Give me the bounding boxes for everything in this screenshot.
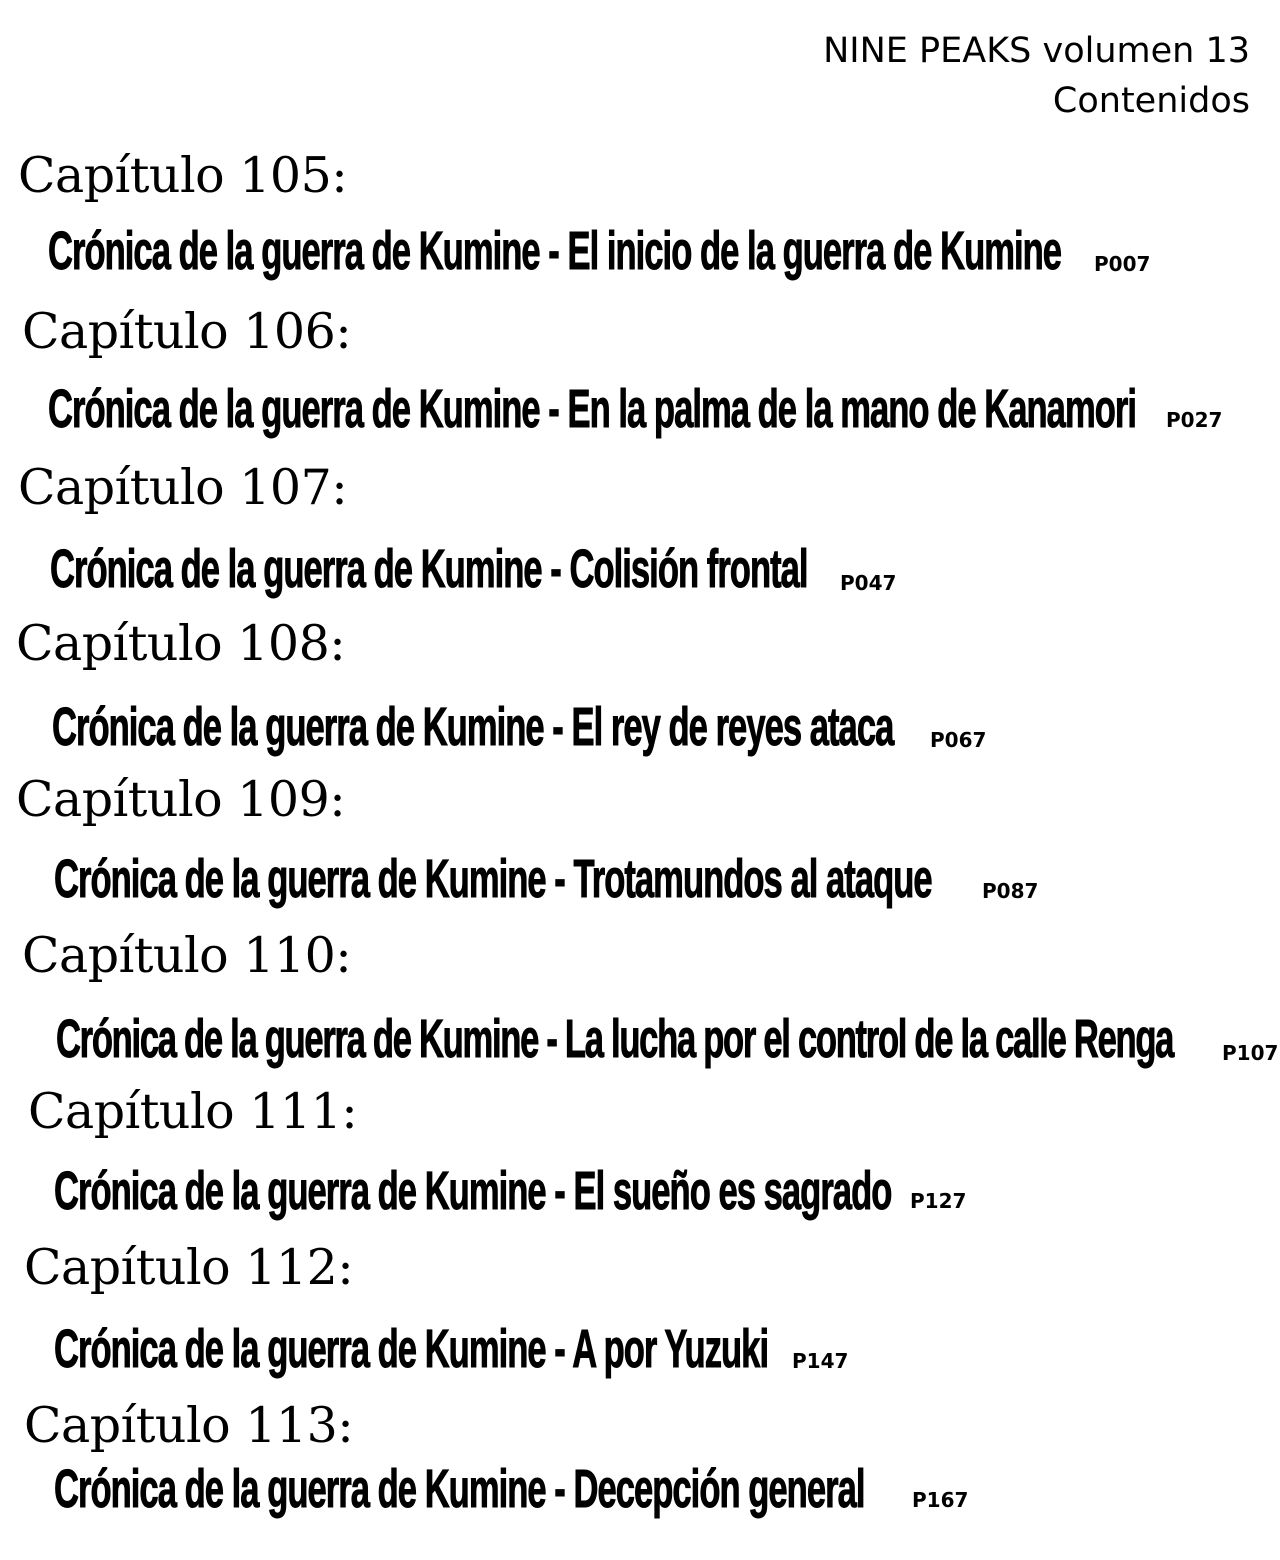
page-number: P007 bbox=[1094, 252, 1151, 276]
chapter-title: Crónica de la guerra de Kumine - La lucha por el control de la calle Renga bbox=[56, 1009, 1174, 1069]
page-number: P027 bbox=[1166, 408, 1223, 432]
page-number: P047 bbox=[840, 571, 897, 595]
contents-header bbox=[823, 26, 1250, 126]
chapter-title-row bbox=[52, 696, 1280, 758]
chapter-label: Capítulo 113: bbox=[24, 1397, 354, 1454]
page-number: P087 bbox=[982, 879, 1039, 903]
chapter-title: Crónica de la guerra de Kumine - El rey de reyes ataca bbox=[52, 697, 894, 757]
chapter-title: Crónica de la guerra de Kumine - En la palma de la mano de Kanamori bbox=[48, 379, 1136, 439]
page-number: P127 bbox=[910, 1189, 967, 1213]
chapter-title-row bbox=[54, 1160, 1280, 1222]
page-number: P067 bbox=[930, 728, 987, 752]
chapter-title: Crónica de la guerra de Kumine - El sueño es sagrado bbox=[54, 1161, 892, 1221]
chapter-label: Capítulo 107: bbox=[18, 459, 348, 516]
chapter-title: Crónica de la guerra de Kumine - Trotamundos al ataque bbox=[54, 849, 932, 909]
chapter-title-row bbox=[50, 538, 1234, 600]
chapter-label: Capítulo 108: bbox=[16, 615, 346, 672]
chapter-label: Capítulo 111: bbox=[28, 1083, 358, 1140]
volume-title: NINE PEAKS volumen 13 bbox=[823, 31, 1250, 71]
chapter-label: Capítulo 105: bbox=[18, 147, 348, 204]
chapter-label: Capítulo 109: bbox=[16, 771, 346, 828]
contents-heading: Contenidos bbox=[1052, 81, 1250, 121]
chapter-title-row bbox=[48, 378, 1280, 440]
chapter-title-row bbox=[56, 1008, 1280, 1070]
chapter-label: Capítulo 110: bbox=[22, 927, 352, 984]
chapter-title-row bbox=[54, 848, 1280, 910]
chapter-title: Crónica de la guerra de Kumine - Colisión frontal bbox=[50, 539, 808, 599]
chapter-title: Crónica de la guerra de Kumine - Decepción general bbox=[54, 1459, 865, 1519]
chapter-label: Capítulo 112: bbox=[24, 1239, 354, 1296]
page-number: P167 bbox=[912, 1488, 969, 1512]
chapter-title: Crónica de la guerra de Kumine - El inicio de la guerra de Kumine bbox=[48, 221, 1062, 281]
chapter-title-row bbox=[54, 1318, 1170, 1380]
page-number: P147 bbox=[792, 1349, 849, 1373]
chapter-title-row bbox=[54, 1458, 1280, 1520]
chapter-label: Capítulo 106: bbox=[22, 303, 352, 360]
page-number: P107 bbox=[1222, 1041, 1279, 1065]
chapter-title: Crónica de la guerra de Kumine - A por Yuzuki bbox=[54, 1319, 769, 1379]
